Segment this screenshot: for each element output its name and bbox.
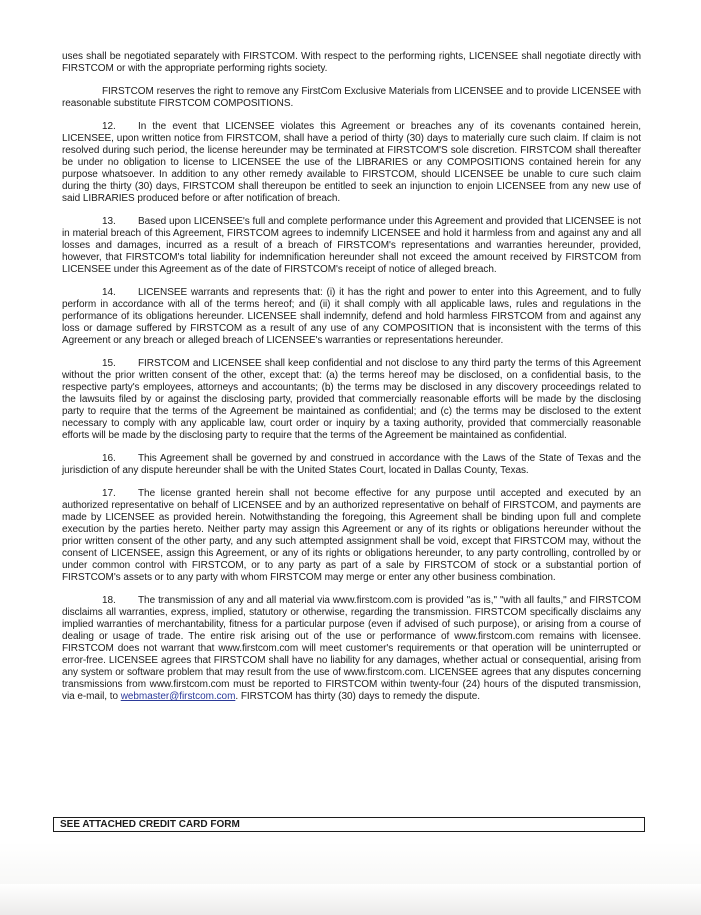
intro-paragraph: uses shall be negotiated separately with FIRSTCOM. With respect to the performing rights, LICENSEE shall negotiate directly with FIRSTCOM or with the appropriate performing rights society. xyxy=(62,51,641,74)
webmaster-email-link[interactable]: webmaster@firstcom.com xyxy=(120,691,236,702)
section-number: 16. xyxy=(102,453,116,464)
section-13 xyxy=(62,216,641,276)
section-18 xyxy=(62,595,641,703)
section-text: Based upon LICENSEE's full and complete performance under this Agreement and provided that LICENSEE is not in material breach of this Agreement, FIRSTCOM agrees to indemnify LICENSEE and hold it harmless from and against any and all losses and damages, incurred as a result of a breach of FIRSTCOM's representations and warranties hereunder, provided, however, that FIRSTCOM's total liability for indemnification hereunder shall not exceed the amount received by FIRSTCOM from LICENSEE under this Agreement as of the date of FIRSTCOM's receipt of notice of alleged breach. xyxy=(62,216,641,275)
section-12 xyxy=(62,121,641,205)
section-number: 12. xyxy=(102,121,116,132)
section-text: The transmission of any and all material via www.firstcom.com is provided "as is," "with all faults," and FIRSTCOM disclaims all warranties, express, implied, statutory or otherwise, regarding the transmission. FIRSTCOM specifically disclaims any implied warranties of merchantability, fitness for a particular purpose (even if advised of such purpose), or arising from a course of dealing or usage of trade. The entire risk arising out of the use or performance of www.firstcom.com remains with licensee. FIRSTCOM does not warrant that www.firstcom.com will meet customer's requirements or that operation will be uninterrupted or error-free. LICENSEE agrees that FIRSTCOM shall have no liability for any damages, whether actual or consequential, arising from any system or software problem that may result from the use of www.firstcom.com. LICENSEE agrees that any disputes concerning transmissions from www.firstcom.com must be reported to FIRSTCOM within twenty-four (24) hours of the disputed transmission, via e-mail, to xyxy=(62,595,641,702)
section-number: 17. xyxy=(102,488,116,499)
section-text: This Agreement shall be governed by and construed in accordance with the Laws of the State of Texas and the jurisdiction of any dispute hereunder shall be with the United States Court, located in Dallas County, Texas. xyxy=(62,453,641,476)
section-text: In the event that LICENSEE violates this Agreement or breaches any of its covenants contained herein, LICENSEE, upon written notice from FIRSTCOM, shall have a period of thirty (30) days to materially cure such claim. If claim is not resolved during such period, the license hereunder may be terminated at FIRSTCOM'S sole discretion. FIRSTCOM shall thereafter be under no obligation to license to LICENSEE the use of the LIBRARIES or any COMPOSITIONS contained herein for any purpose whatsoever. In addition to any other remedy available to FIRSTCOM, should LICENSEE be unable to cure such claim during the thirty (30) days, FIRSTCOM shall thereupon be entitled to seek an injunction to enjoin LICENSEE from any new use of said LIBRARIES produced before or after notification of breach. xyxy=(62,121,641,204)
scan-edge xyxy=(0,884,701,915)
credit-card-form-box: SEE ATTACHED CREDIT CARD FORM xyxy=(53,817,645,832)
section-number: 15. xyxy=(102,358,116,369)
section-number: 14. xyxy=(102,287,116,298)
reserve-paragraph: FIRSTCOM reserves the right to remove any FirstCom Exclusive Materials from LICENSEE and to provide LICENSEE with reasonable substitute FIRSTCOM COMPOSITIONS. xyxy=(62,86,641,109)
section-text: LICENSEE warrants and represents that: (i) it has the right and power to enter into this Agreement, and to fully perform in accordance with all of the terms hereof; and (ii) it shall comply with all applicable laws, rules and regulations in the performance of its obligations hereunder. LICENSEE shall indemnify, defend and hold harmless FIRSTCOM from and against any loss or damage suffered by FIRSTCOM as a result of any use of any COMPOSITION that is inconsistent with the terms of this Agreement or any breach or alleged breach of LICENSEE's warranties or representations hereunder. xyxy=(62,287,641,346)
section-text: FIRSTCOM and LICENSEE shall keep confidential and not disclose to any third party the terms of this Agreement without the prior written consent of the other, except that: (a) the terms hereof may be disclosed, on a confidential basis, to the respective party's employees, attorneys and accountants; (b) the terms may be disclosed in any discovery proceedings related to the lawsuits filed by or against the disclosing party, provided that commercially reasonable efforts will be made by the disclosing party to require that the terms of the Agreement be maintained as confidential; and (c) the terms may be disclosed to the extent necessary to comply with any applicable law, court order or inquiry by a taxing authority, provided that commercially reasonable efforts will be made by the disclosing party to require that the terms of the Agreement be maintained as confidential. xyxy=(62,358,641,441)
section-16 xyxy=(62,453,641,477)
section-number: 18. xyxy=(102,595,116,606)
section-15 xyxy=(62,358,641,442)
section-number: 13. xyxy=(102,216,116,227)
section-17 xyxy=(62,488,641,584)
section-text-end: . FIRSTCOM has thirty (30) days to remedy the dispute. xyxy=(235,691,480,702)
contract-body xyxy=(62,51,641,714)
section-text: The license granted herein shall not become effective for any purpose until accepted and executed by an authorized representative on behalf of LICENSEE and by an authorized representative on behalf of FIRSTCOM, and payments are made by LICENSEE as provided herein. Notwithstanding the foregoing, this Agreement shall be binding upon full and complete execution by the parties hereto. Neither party may assign this Agreement or any of its rights or obligations hereunder without the prior written consent of the other party, and any such attempted assignment shall be void, except that FIRSTCOM may, without the consent of LICENSEE, assign this Agreement, or any of its rights or obligations hereunder, to any party controlling, controlled by or under common control with FIRSTCOM, or to any party as part of a sale by FIRSTCOM of stock or a substantial portion of FIRSTCOM's assets or to any party with whom FIRSTCOM may merge or enter any other business combination. xyxy=(62,488,641,583)
section-14 xyxy=(62,287,641,347)
